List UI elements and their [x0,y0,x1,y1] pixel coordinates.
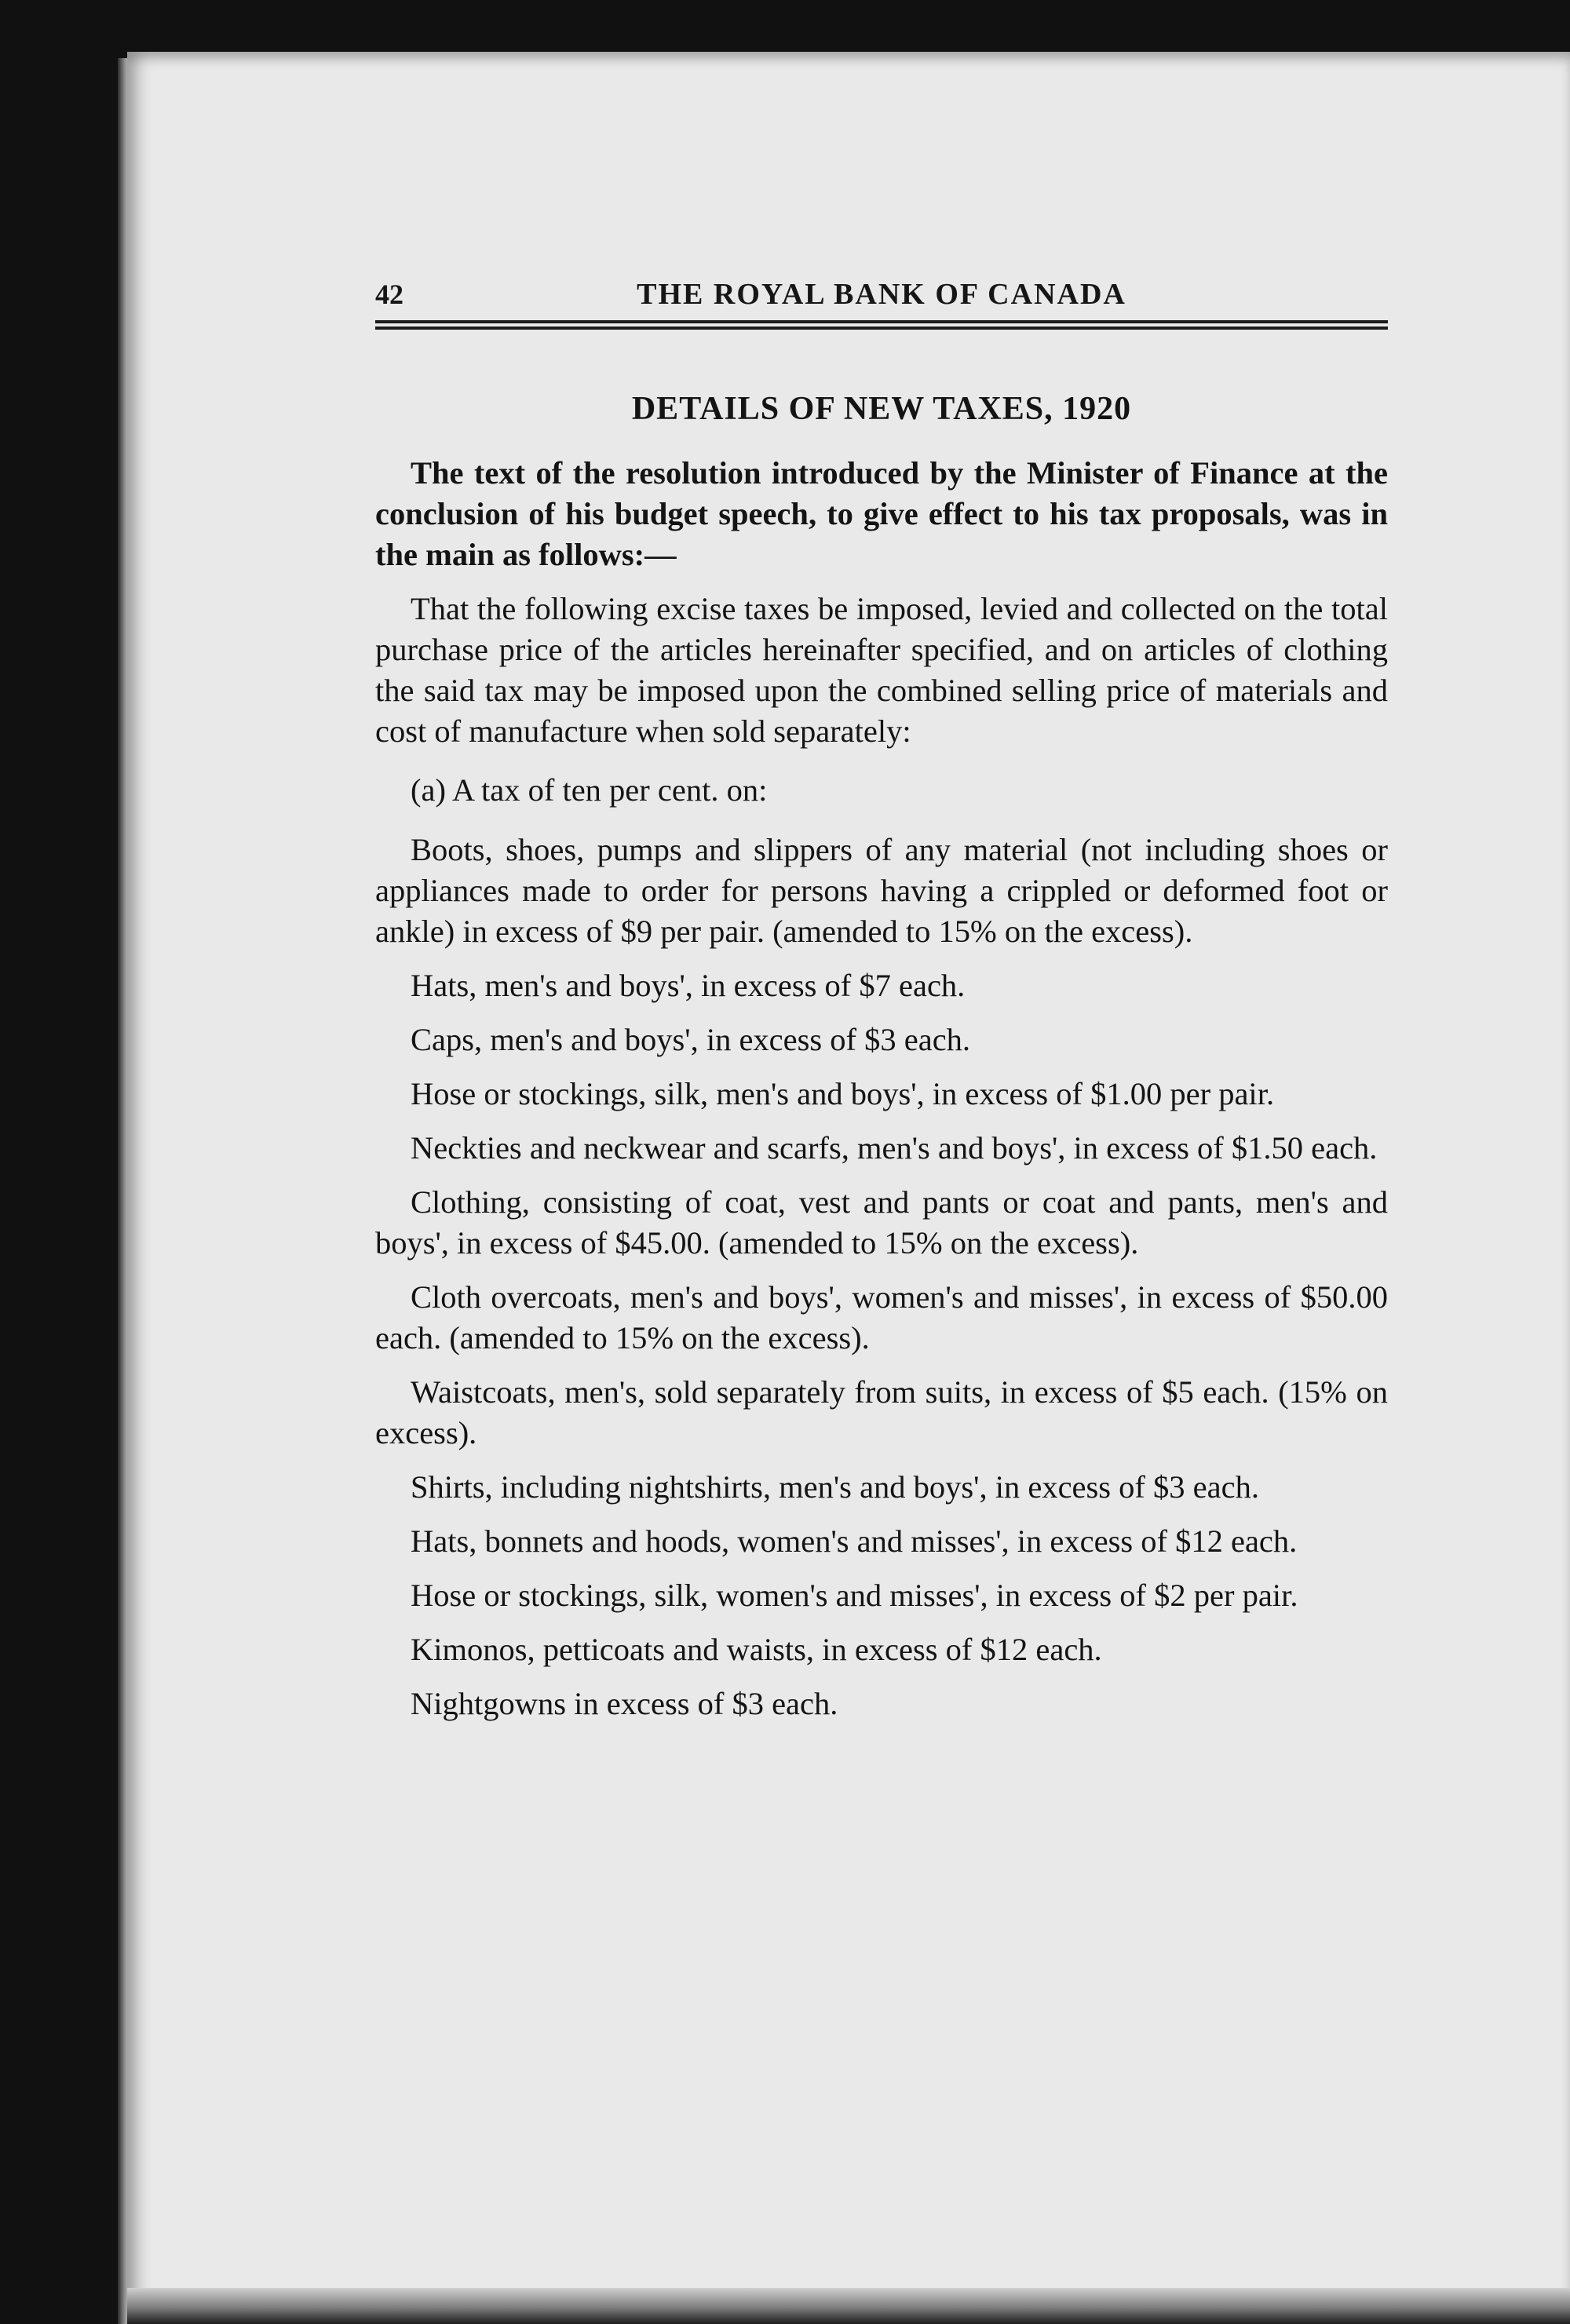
tax-item: Caps, men's and boys', in excess of $3 each. [411,1022,971,1057]
tax-item: Neckties and neckwear and scarfs, men's and boys', in excess of $1.50 each. [411,1130,1378,1166]
page-number: 42 [375,279,403,310]
section-heading: DETAILS OF NEW TAXES, 1920 [631,391,1132,427]
page-body [375,373,1388,1738]
tax-item: Waistcoats, men's, sold separately from suits, in excess of $5 each. (15% on excess). [375,1374,1388,1450]
intro-paragraph: The text of the resolution introduced by the Minister of Finance at the conclusion of his budget speech, to give effect to his tax proposals, was in the main as follows:— [375,455,1388,572]
resolution-paragraph: That the following excise taxes be imposed, levied and collected on the total purchase price of the articles hereinafter specified, and on articles of clothing the said tax may be imposed upon the combined selling price of materials and cost of manufacture when sold separately: [375,591,1388,749]
clause-a-heading: (a) A tax of ten per cent. on: [411,772,768,808]
tax-item: Clothing, consisting of coat, vest and pants or coat and pants, men's and boys', in excess of $45.00. (amended to 15% on the excess). [375,1184,1388,1261]
running-header [375,275,1388,314]
tax-item: Hose or stockings, silk, men's and boys', in excess of $1.00 per pair. [411,1076,1275,1111]
tax-item: Cloth overcoats, men's and boys', women's and misses', in excess of $50.00 each. (amended to 15% on the excess). [375,1279,1388,1355]
page-bottom-edge [127,2288,1570,2324]
tax-item: Hats, bonnets and hoods, women's and misses', in excess of $12 each. [411,1523,1298,1559]
header-double-rule [375,320,1388,330]
tax-item: Shirts, including nightshirts, men's and boys', in excess of $3 each. [411,1469,1259,1505]
tax-item: Hats, men's and boys', in excess of $7 each. [411,968,966,1003]
tax-item: Hose or stockings, silk, women's and misses', in excess of $2 per pair. [411,1578,1298,1613]
tax-item: Boots, shoes, pumps and slippers of any material (not including shoes or appliances made to order for persons having a crippled or deformed foot or ankle) in excess of $9 per pair. (amended to 15% on the excess). [375,832,1388,949]
tax-item: Kimonos, petticoats and waists, in excess of $12 each. [411,1632,1102,1667]
running-title: THE ROYAL BANK OF CANADA [637,278,1126,311]
tax-item: Nightgowns in excess of $3 each. [411,1686,838,1721]
